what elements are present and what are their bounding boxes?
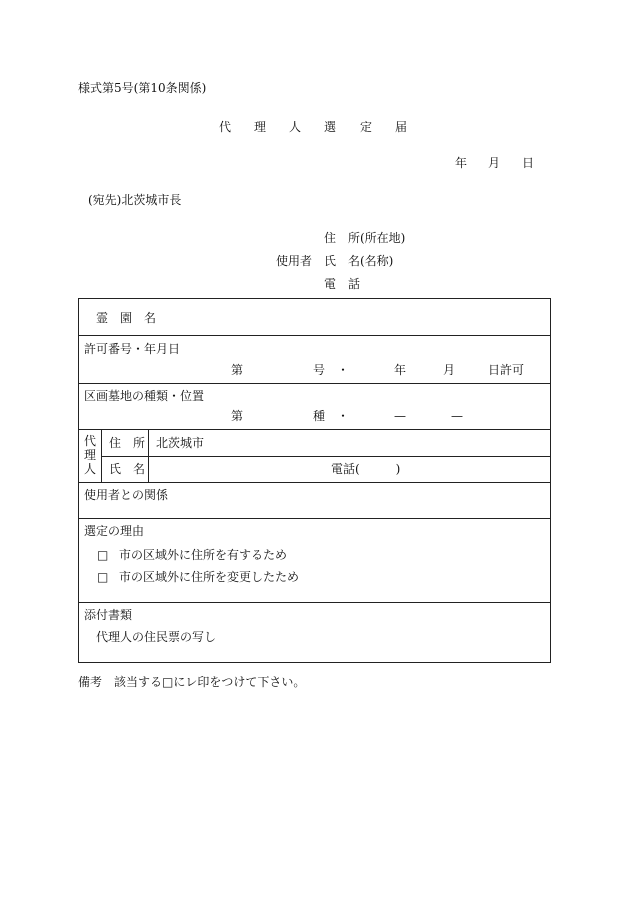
plot-dot: ・ <box>337 409 350 423</box>
reason-checkbox[interactable]: □ <box>97 570 109 584</box>
attachment-item: 代理人の住民票の写し <box>96 630 217 644</box>
permit-go: 号 <box>313 363 326 377</box>
applicant-address-label: 住 所(所在地) <box>324 231 406 245</box>
title-char: 選 <box>324 120 337 134</box>
relation-label: 使用者との関係 <box>84 488 169 502</box>
plot-dash: — <box>394 409 406 423</box>
reason-checkbox[interactable]: □ <box>97 548 109 562</box>
cemetery-name-label: 霊 園 名 <box>96 311 157 325</box>
column-divider <box>101 429 102 482</box>
title-char: 届 <box>395 120 408 134</box>
applicant-name-label: 氏 名(名称) <box>324 254 394 268</box>
applicant-phone-label: 電 話 <box>324 277 361 291</box>
form-table <box>78 298 551 663</box>
date-month: 月 <box>488 156 501 170</box>
row-divider <box>79 518 550 519</box>
agent-name-label: 氏 名 <box>109 462 146 476</box>
title-char: 定 <box>360 120 373 134</box>
permit-month: 月 <box>443 363 456 377</box>
form-number: 様式第5号(第10条関係) <box>78 81 207 95</box>
reason-label: 選定の理由 <box>84 524 145 538</box>
agent-phone[interactable]: 電話( ) <box>331 462 401 476</box>
plot-label: 区画墓地の種類・位置 <box>84 389 205 403</box>
reason-text: 市の区域外に住所を変更したため <box>119 570 300 584</box>
addressee: (宛先)北茨城市長 <box>88 193 182 207</box>
permit-label: 許可番号・年月日 <box>84 342 181 356</box>
row-divider <box>79 429 550 430</box>
permit-dai: 第 <box>231 363 244 377</box>
plot-dash: — <box>451 409 463 423</box>
agent-address-label: 住 所 <box>109 436 146 450</box>
column-divider <box>148 429 149 482</box>
row-divider <box>79 335 550 336</box>
note: 備考 該当する□にレ印をつけて下さい。 <box>78 675 306 689</box>
permit-dot: ・ <box>337 363 350 377</box>
permit-year: 年 <box>394 363 407 377</box>
agent-char: 理 <box>84 448 97 462</box>
agent-char: 代 <box>84 434 97 448</box>
title-char: 理 <box>254 120 267 134</box>
title-char: 代 <box>219 120 232 134</box>
permit-day-approval: 日許可 <box>488 363 525 377</box>
attachments-label: 添付書類 <box>84 608 133 622</box>
title-char: 人 <box>289 120 302 134</box>
applicant-user-label: 使用者 <box>276 254 313 268</box>
row-divider <box>79 482 550 483</box>
reason-text: 市の区域外に住所を有するため <box>119 548 288 562</box>
plot-dai: 第 <box>231 409 244 423</box>
row-divider <box>79 602 550 603</box>
agent-char: 人 <box>84 462 97 476</box>
date-year: 年 <box>455 156 468 170</box>
agent-address-value[interactable]: 北茨城市 <box>156 436 205 450</box>
row-divider <box>79 383 550 384</box>
plot-shu: 種 <box>313 409 326 423</box>
row-divider <box>101 456 550 457</box>
date-day: 日 <box>522 156 535 170</box>
